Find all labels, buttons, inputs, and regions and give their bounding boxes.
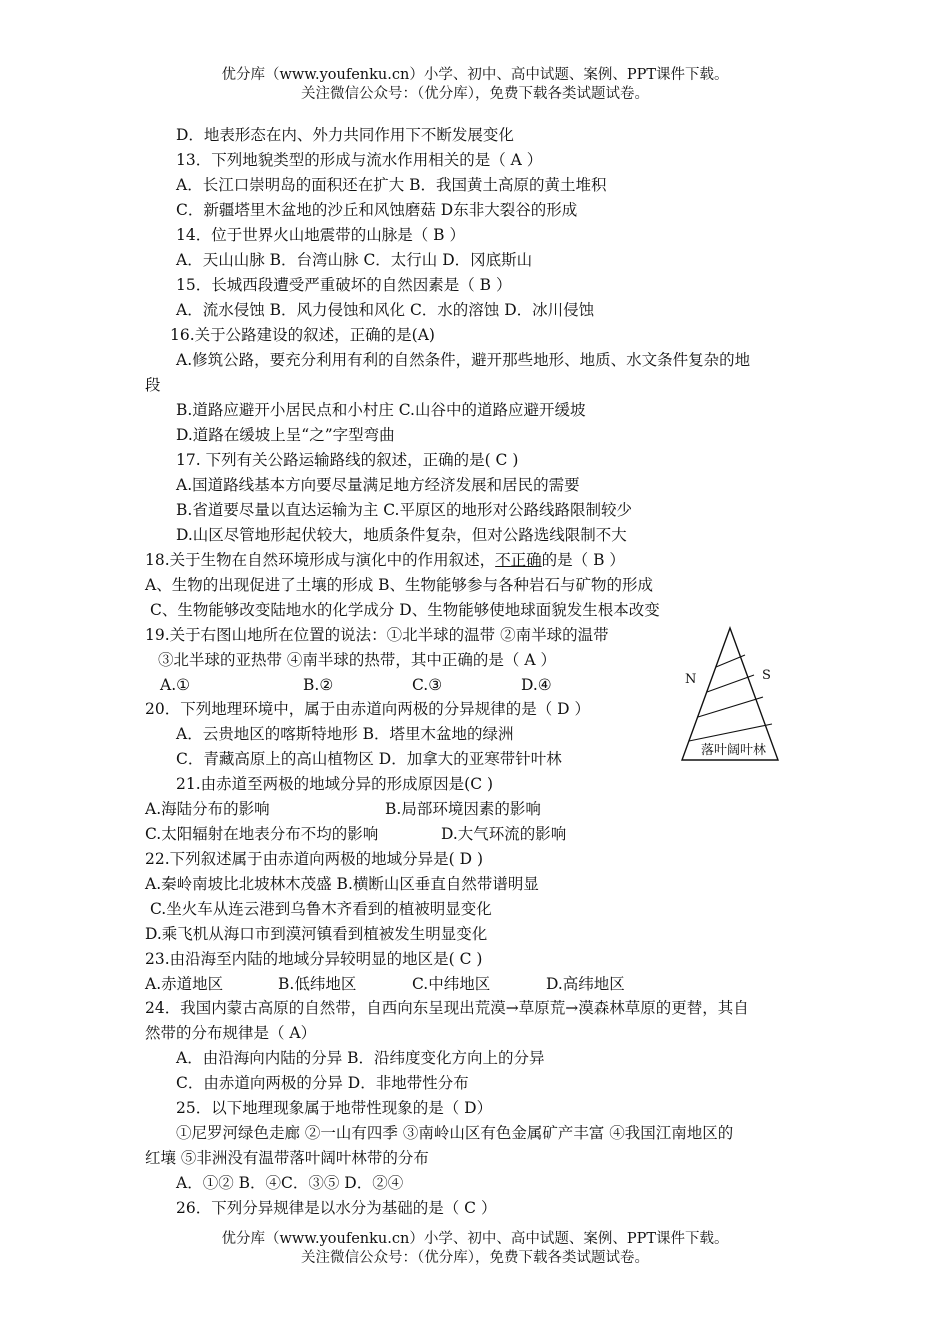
option-b: B.低纬地区	[278, 975, 357, 993]
option-c: C.太阳辐射在地表分布不均的影响	[145, 825, 379, 843]
option-d: D.大气环流的影响	[441, 825, 567, 843]
question-line: A．云贵地区的喀斯特地形 B．塔里木盆地的绿洲	[176, 725, 514, 743]
option-d: D.④	[521, 676, 552, 694]
north-label: N	[685, 672, 697, 687]
question-line: 然带的分布规律是（ A）	[145, 1024, 317, 1042]
question-line: A、生物的出现促进了土壤的形成 B、生物能够参与各种岩石与矿物的形成	[145, 576, 654, 594]
question-16: 16.关于公路建设的叙述，正确的是(A)	[170, 326, 435, 344]
question-line: D．地表形态在内、外力共同作用下不断发展变化	[176, 126, 514, 144]
question-20: 20．下列地理环境中，属于由赤道向两极的分异规律的是（ D ）	[145, 700, 591, 718]
question-18-tail: 的是（ B ）	[541, 551, 625, 569]
mountain-zonation-figure	[670, 620, 790, 770]
footer-line-2: 关注微信公众号：（优分库），免费下载各类试题试卷。	[301, 1250, 649, 1266]
question-line: A．流水侵蚀 B．风力侵蚀和风化 C．水的溶蚀 D．冰川侵蚀	[176, 301, 595, 319]
question-line: C．由赤道向两极的分异 D．非地带性分布	[176, 1074, 469, 1092]
question-line: C．青藏高原上的高山植物区 D．加拿大的亚寒带针叶林	[176, 750, 562, 768]
mountain-outline	[682, 628, 778, 760]
zone-boundary	[707, 675, 754, 692]
question-23: 23.由沿海至内陆的地域分异较明显的地区是( C )	[145, 950, 483, 968]
question-line: ③北半球的亚热带 ④南半球的热带，其中正确的是（ A ）	[158, 651, 556, 669]
question-22: 22.下列叙述属于由赤道向两极的地域分异是( D )	[145, 850, 484, 868]
question-line: C、生物能够改变陆地水的化学成分 D、生物能够使地球面貌发生根本改变	[150, 601, 660, 619]
question-21: 21.由赤道至两极的地域分异的形成原因是(C )	[176, 775, 494, 793]
option-c: C.③	[412, 676, 443, 694]
question-line: D.乘飞机从海口市到漠河镇看到植被发生明显变化	[145, 925, 488, 943]
question-18-emphasis: 不正确	[495, 551, 542, 569]
question-line: 段	[145, 376, 161, 394]
footer-line-1: 优分库（www.youfenku.cn）小学、初中、高中试题、案例、PPT课件下载。	[221, 1231, 729, 1247]
question-line: A.国道路线基本方向要尽量满足地方经济发展和居民的需要	[176, 476, 580, 494]
option-b: B.②	[303, 676, 334, 694]
zone-boundary	[698, 697, 763, 717]
question-26: 26．下列分异规律是以水分为基础的是（ C ）	[176, 1199, 497, 1217]
question-18	[145, 550, 625, 570]
zone-boundary	[716, 655, 745, 667]
question-24: 24．我国内蒙古高原的自然带，自西向东呈现出荒漠→草原荒→漠森林草原的更替，其自	[145, 999, 749, 1017]
question-line: C．新疆塔里木盆地的沙丘和风蚀磨菇 D东非大裂谷的形成	[176, 201, 578, 219]
question-line: D.道路在缓坡上呈“之”字型弯曲	[176, 426, 395, 444]
question-25: 25．以下地理现象属于地带性现象的是（ D）	[176, 1099, 493, 1117]
south-label: S	[762, 668, 771, 683]
question-line: A．由沿海向内陆的分异 B．沿纬度变化方向上的分异	[176, 1049, 545, 1067]
question-line: D.山区尽管地形起伏较大，地质条件复杂，但对公路选线限制不大	[176, 526, 627, 544]
question-line: 红壤 ⑤非洲没有温带落叶阔叶林带的分布	[145, 1149, 429, 1167]
header-line-1: 优分库（www.youfenku.cn）小学、初中、高中试题、案例、PPT课件下载。	[221, 67, 729, 83]
option-a: A.海陆分布的影响	[145, 800, 270, 818]
question-17: 17. 下列有关公路运输路线的叙述，正确的是( C )	[176, 451, 519, 469]
question-13: 13．下列地貌类型的形成与流水作用相关的是（ A ）	[176, 151, 543, 169]
question-line: B.省道要尽量以直达运输为主 C.平原区的地形对公路线路限制较少	[176, 501, 632, 519]
option-a: A.赤道地区	[145, 975, 224, 993]
header-line-2: 关注微信公众号：（优分库），免费下载各类试题试卷。	[301, 86, 649, 102]
zone-boundary	[689, 724, 772, 741]
question-line: B.道路应避开小居民点和小村庄 C.山谷中的道路应避开缓坡	[176, 401, 586, 419]
option-b: B.局部环境因素的影响	[385, 800, 541, 818]
question-line: A.修筑公路，要充分利用有利的自然条件，避开那些地形、地质、水文条件复杂的地	[176, 351, 751, 369]
question-18-text: 18.关于生物在自然环境形成与演化中的作用叙述，	[145, 551, 496, 569]
question-line: A．天山山脉 B．台湾山脉 C．太行山 D．冈底斯山	[176, 251, 533, 269]
base-zone-label: 落叶阔叶林	[701, 743, 767, 758]
question-line: ①尼罗河绿色走廊 ②一山有四季 ③南岭山区有色金属矿产丰富 ④我国江南地区的	[176, 1124, 734, 1142]
question-19: 19.关于右图山地所在位置的说法：①北半球的温带 ②南半球的温带	[145, 626, 609, 644]
option-c: C.中纬地区	[412, 975, 491, 993]
question-line: C.坐火车从连云港到乌鲁木齐看到的植被明显变化	[150, 900, 492, 918]
question-line: A．①② B．④C．③⑤ D．②④	[176, 1174, 404, 1192]
question-15: 15．长城西段遭受严重破坏的自然因素是（ B ）	[176, 276, 512, 294]
option-a: A.①	[160, 676, 191, 694]
question-14: 14．位于世界火山地震带的山脉是（ B ）	[176, 226, 465, 244]
option-d: D.高纬地区	[546, 975, 625, 993]
question-line: A．长江口崇明岛的面积还在扩大 B．我国黄土高原的黄土堆积	[176, 176, 607, 194]
question-line: A.秦岭南坡比北坡林木茂盛 B.横断山区垂直自然带谱明显	[145, 875, 539, 893]
